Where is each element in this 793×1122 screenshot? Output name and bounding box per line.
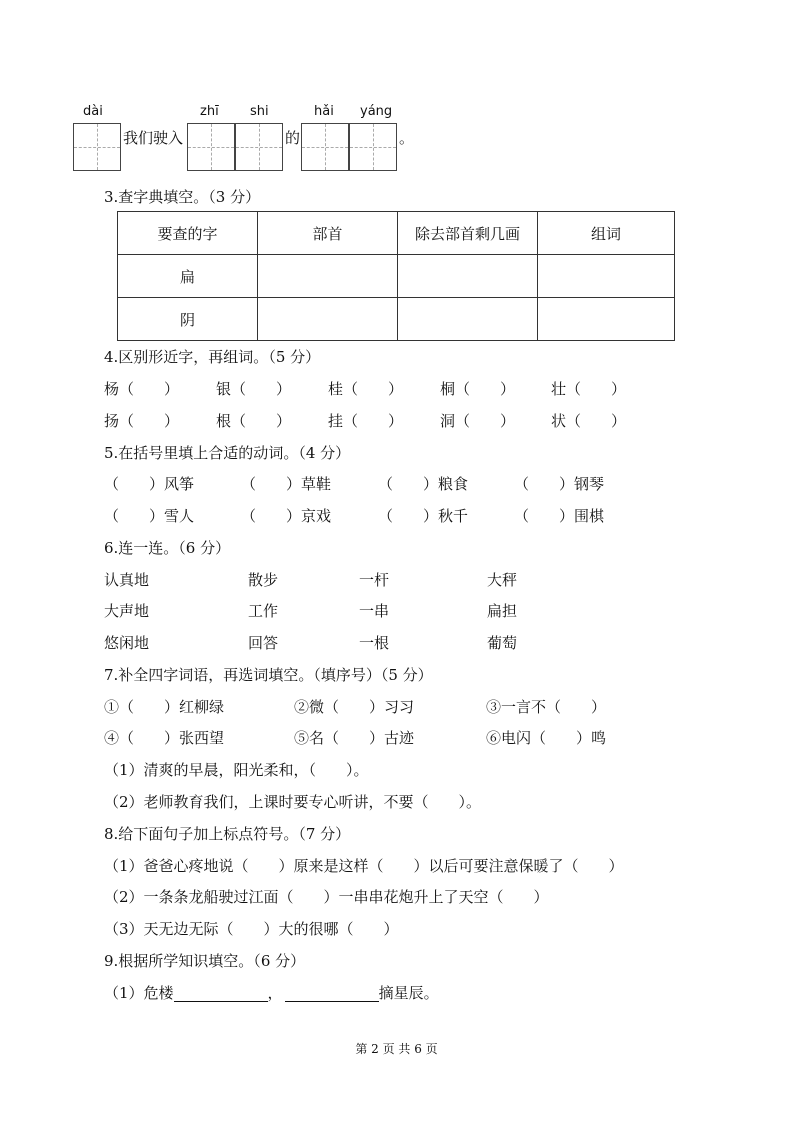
pinyin-1: dài	[83, 104, 103, 119]
idiom-item[interactable]: ②微（ ）习习	[294, 698, 415, 716]
idiom-item[interactable]: ③一言不（ ）	[486, 698, 607, 716]
match-item[interactable]: 大声地	[104, 602, 150, 620]
q5-item[interactable]: （ ）雪人	[104, 507, 195, 525]
q8-sentence-1[interactable]: （1）爸爸心疼地说（ ）原来是这样（ ）以后可要注意保暖了（ ）	[104, 857, 624, 875]
match-item[interactable]: 大秤	[487, 571, 518, 589]
q3-title: 3.查字典填空。（3 分）	[104, 188, 261, 206]
table-row	[118, 298, 675, 341]
idiom-item[interactable]: ⑤名（ ）古迹	[294, 729, 415, 747]
q5-item[interactable]: （ ）草鞋	[241, 475, 332, 493]
q4-item[interactable]: 状（ ）	[551, 412, 627, 430]
writing-box[interactable]	[235, 123, 283, 171]
match-item[interactable]: 一杆	[359, 571, 390, 589]
match-item[interactable]: 葡萄	[487, 634, 518, 652]
q7-sentence-2[interactable]: （2）老师教育我们，上课时要专心听讲，不要（ ）。	[104, 793, 482, 811]
q4-item[interactable]: 桂（ ）	[328, 380, 404, 398]
match-item[interactable]: 回答	[248, 634, 279, 652]
table-cell-char: 扁	[118, 255, 258, 298]
q2-text-2: 的	[285, 129, 301, 147]
q9-line-1	[104, 984, 439, 1002]
match-item[interactable]: 一根	[359, 634, 390, 652]
match-item[interactable]: 工作	[248, 602, 279, 620]
answer-cell[interactable]	[398, 255, 538, 298]
table-cell-char: 阴	[118, 298, 258, 341]
table-header: 除去部首剩几画	[398, 212, 538, 255]
idiom-item[interactable]: ④（ ）张西望	[104, 729, 225, 747]
match-item[interactable]: 一串	[359, 602, 390, 620]
table-header: 部首	[258, 212, 398, 255]
answer-cell[interactable]	[258, 255, 398, 298]
q4-item[interactable]: 扬（ ）	[104, 412, 180, 430]
q4-item[interactable]: 洞（ ）	[440, 412, 516, 430]
q4-item[interactable]: 挂（ ）	[328, 412, 404, 430]
q4-title: 4.区别形近字，再组词。（5 分）	[104, 348, 321, 366]
match-item[interactable]: 散步	[248, 571, 279, 589]
idiom-item[interactable]: ①（ ）红柳绿	[104, 698, 225, 716]
blank-line[interactable]	[174, 987, 268, 1002]
dictionary-table	[117, 211, 675, 341]
q5-item[interactable]: （ ）围棋	[514, 507, 605, 525]
answer-cell[interactable]	[258, 298, 398, 341]
page-footer: 第 2 页 共 6 页	[355, 1042, 438, 1056]
writing-box[interactable]	[301, 123, 349, 171]
blank-line[interactable]	[285, 987, 379, 1002]
pinyin-4: hǎi	[314, 104, 334, 119]
q9-title: 9.根据所学知识填空。（6 分）	[104, 952, 306, 970]
answer-cell[interactable]	[398, 298, 538, 341]
q5-item[interactable]: （ ）钢琴	[514, 475, 605, 493]
match-item[interactable]: 悠闲地	[104, 634, 150, 652]
q5-item[interactable]: （ ）风筝	[104, 475, 195, 493]
q4-item[interactable]: 壮（ ）	[551, 380, 627, 398]
idiom-item[interactable]: ⑥电闪（ ）鸣	[486, 729, 607, 747]
match-item[interactable]: 扁担	[487, 602, 518, 620]
q9-prefix: （1）危楼	[104, 984, 174, 1002]
table-header: 组词	[538, 212, 675, 255]
q9-comma: ，	[267, 984, 283, 1002]
q7-sentence-1[interactable]: （1）清爽的早晨，阳光柔和，（ ）。	[104, 761, 369, 779]
q4-item[interactable]: 桐（ ）	[440, 380, 516, 398]
q7-title: 7.补全四字词语，再选词填空。（填序号）（5 分）	[104, 666, 433, 684]
q5-item[interactable]: （ ）京戏	[241, 507, 332, 525]
match-item[interactable]: 认真地	[104, 571, 150, 589]
pinyin-5: yáng	[360, 104, 393, 119]
table-row	[118, 255, 675, 298]
writing-box[interactable]	[187, 123, 235, 171]
q4-item[interactable]: 杨（ ）	[104, 380, 180, 398]
q8-title: 8.给下面句子加上标点符号。（7 分）	[104, 825, 351, 843]
q5-item[interactable]: （ ）秋千	[378, 507, 469, 525]
table-header-row	[118, 212, 675, 255]
q8-sentence-3[interactable]: （3）天无边无际（ ）大的很哪（ ）	[104, 920, 399, 938]
q5-item[interactable]: （ ）粮食	[378, 475, 469, 493]
q6-title: 6.连一连。（6 分）	[104, 539, 231, 557]
pinyin-2: zhī	[200, 104, 219, 119]
answer-cell[interactable]	[538, 298, 675, 341]
q8-sentence-2[interactable]: （2）一条条龙船驶过江面（ ）一串串花炮升上了天空（ ）	[104, 888, 549, 906]
q5-title: 5.在括号里填上合适的动词。（4 分）	[104, 444, 351, 462]
writing-box[interactable]	[73, 123, 121, 171]
writing-box[interactable]	[349, 123, 397, 171]
q4-item[interactable]: 银（ ）	[216, 380, 292, 398]
pinyin-3: shi	[250, 104, 269, 119]
q2-text-1: 我们驶入	[123, 129, 184, 147]
q4-item[interactable]: 根（ ）	[216, 412, 292, 430]
answer-cell[interactable]	[538, 255, 675, 298]
q2-period: 。	[399, 129, 415, 147]
table-header: 要查的字	[118, 212, 258, 255]
q9-suffix: 摘星辰。	[378, 984, 439, 1002]
